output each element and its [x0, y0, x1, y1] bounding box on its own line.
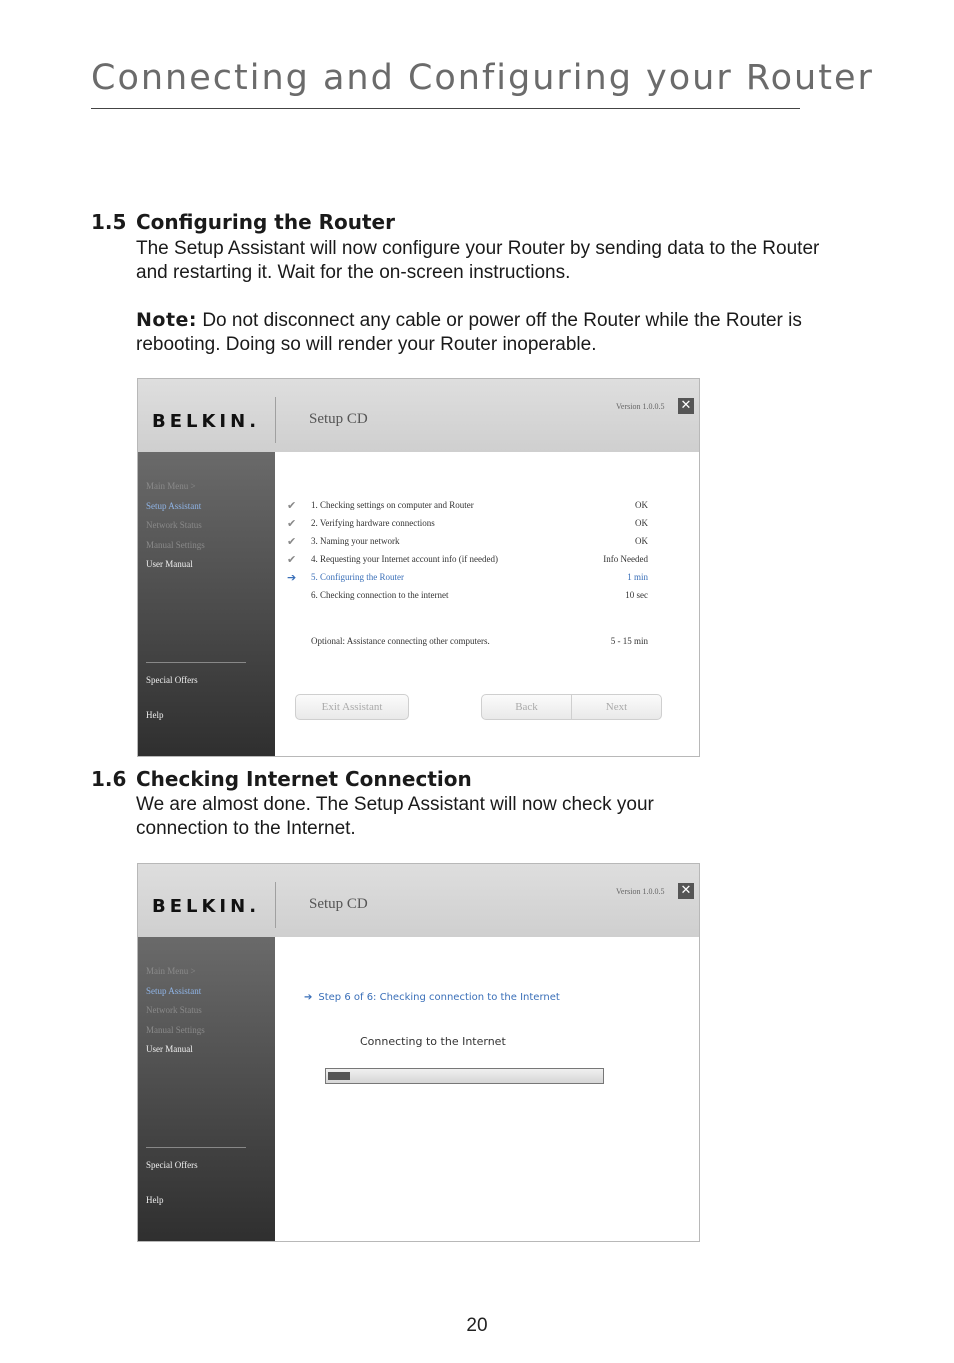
arrow-right-icon: ➔	[287, 571, 297, 584]
optional-status: 5 - 15 min	[610, 636, 648, 646]
arrow-right-icon: ➔	[304, 992, 313, 1003]
content-pane	[275, 937, 699, 1241]
step-label: 2. Verifying hardware connections	[311, 518, 435, 528]
sidebar-item-main-menu[interactable]: Main Menu >	[146, 966, 196, 976]
sidebar-item-setup-assistant[interactable]: Setup Assistant	[146, 986, 202, 996]
step-title-text: Step 6 of 6: Checking connection to the Internet	[318, 992, 560, 1003]
window-header	[138, 379, 699, 452]
close-x-icon[interactable]: ✕	[678, 398, 694, 414]
version-label: Version 1.0.0.5	[616, 402, 665, 411]
next-button[interactable]: Next	[571, 694, 662, 720]
progress-bar	[325, 1068, 604, 1084]
chapter-rule	[91, 108, 800, 109]
chapter-title: Connecting and Configuring your Router	[91, 58, 874, 98]
progress-fill	[328, 1072, 350, 1080]
connecting-status: Connecting to the Internet	[360, 1035, 506, 1048]
note-label: Note:	[136, 309, 198, 331]
section-1-5-paragraph: The Setup Assistant will now configure your Router by sending data to the Router and restarting it. Wait for the on-screen instructions.	[136, 238, 820, 283]
header-divider	[275, 397, 276, 443]
header-divider	[275, 882, 276, 928]
sidebar-item-help[interactable]: Help	[146, 1195, 164, 1205]
section-title: Checking Internet Connection	[136, 767, 472, 791]
setup-window-checking	[137, 863, 700, 1242]
step-label: 4. Requesting your Internet account info (if needed)	[311, 554, 498, 564]
section-1-6-heading	[91, 767, 472, 791]
sidebar-item-user-manual[interactable]: User Manual	[146, 559, 193, 569]
close-x-icon[interactable]: ✕	[678, 883, 694, 899]
optional-row	[311, 636, 648, 646]
step-title	[304, 992, 560, 1003]
section-number: 1.6	[91, 767, 127, 791]
checkmark-icon: ✔	[287, 553, 297, 566]
step-status: Info Needed	[603, 554, 648, 564]
step-row	[275, 554, 699, 568]
setup-window-configuring	[137, 378, 700, 757]
sidebar-item-main-menu[interactable]: Main Menu >	[146, 481, 196, 491]
sidebar-item-setup-assistant[interactable]: Setup Assistant	[146, 501, 202, 511]
belkin-logo: BELKIN.	[152, 411, 261, 432]
app-title: Setup CD	[309, 896, 368, 912]
content-pane	[275, 452, 699, 756]
exit-assistant-button[interactable]: Exit Assistant	[295, 694, 409, 720]
section-1-5-heading	[91, 210, 395, 234]
section-number: 1.5	[91, 210, 127, 234]
version-label: Version 1.0.0.5	[616, 887, 665, 896]
checkmark-icon: ✔	[287, 499, 297, 512]
step-label: 6. Checking connection to the internet	[311, 590, 449, 600]
step-row-current	[275, 572, 699, 586]
step-status: OK	[635, 518, 648, 528]
step-row	[275, 590, 699, 604]
sidebar-item-user-manual[interactable]: User Manual	[146, 1044, 193, 1054]
sidebar-item-network-status[interactable]: Network Status	[146, 520, 202, 530]
belkin-logo: BELKIN.	[152, 896, 261, 917]
sidebar-item-special-offers[interactable]: Special Offers	[146, 675, 198, 685]
page-number: 20	[466, 1315, 488, 1336]
checkmark-icon: ✔	[287, 517, 297, 530]
section-1-6-paragraph: We are almost done. The Setup Assistant will now check your connection to the Internet.	[136, 794, 654, 839]
step-label: 5. Configuring the Router	[311, 572, 404, 582]
app-title: Setup CD	[309, 411, 368, 427]
section-title: Configuring the Router	[136, 210, 395, 234]
step-row	[275, 536, 699, 550]
sidebar-item-help[interactable]: Help	[146, 710, 164, 720]
sidebar-item-network-status[interactable]: Network Status	[146, 1005, 202, 1015]
step-status: OK	[635, 500, 648, 510]
sidebar	[138, 452, 275, 756]
step-status: 1 min	[627, 572, 648, 582]
sidebar-item-manual-settings[interactable]: Manual Settings	[146, 1025, 205, 1035]
sidebar	[138, 937, 275, 1241]
sidebar-divider	[146, 662, 246, 663]
step-row	[275, 500, 699, 514]
step-label: 3. Naming your network	[311, 536, 400, 546]
checkmark-icon: ✔	[287, 535, 297, 548]
sidebar-item-manual-settings[interactable]: Manual Settings	[146, 540, 205, 550]
optional-label: Optional: Assistance connecting other computers.	[311, 636, 490, 646]
step-label: 1. Checking settings on computer and Router	[311, 500, 474, 510]
step-row	[275, 518, 699, 532]
section-1-5-note	[136, 308, 826, 357]
step-status: OK	[635, 536, 648, 546]
sidebar-divider	[146, 1147, 246, 1148]
note-text: Do not disconnect any cable or power off the Router while the Router is rebooting. Doing so will render your Router inoperable.	[136, 310, 802, 355]
window-header	[138, 864, 699, 937]
step-status: 10 sec	[625, 590, 648, 600]
sidebar-item-special-offers[interactable]: Special Offers	[146, 1160, 198, 1170]
back-button[interactable]: Back	[481, 694, 572, 720]
